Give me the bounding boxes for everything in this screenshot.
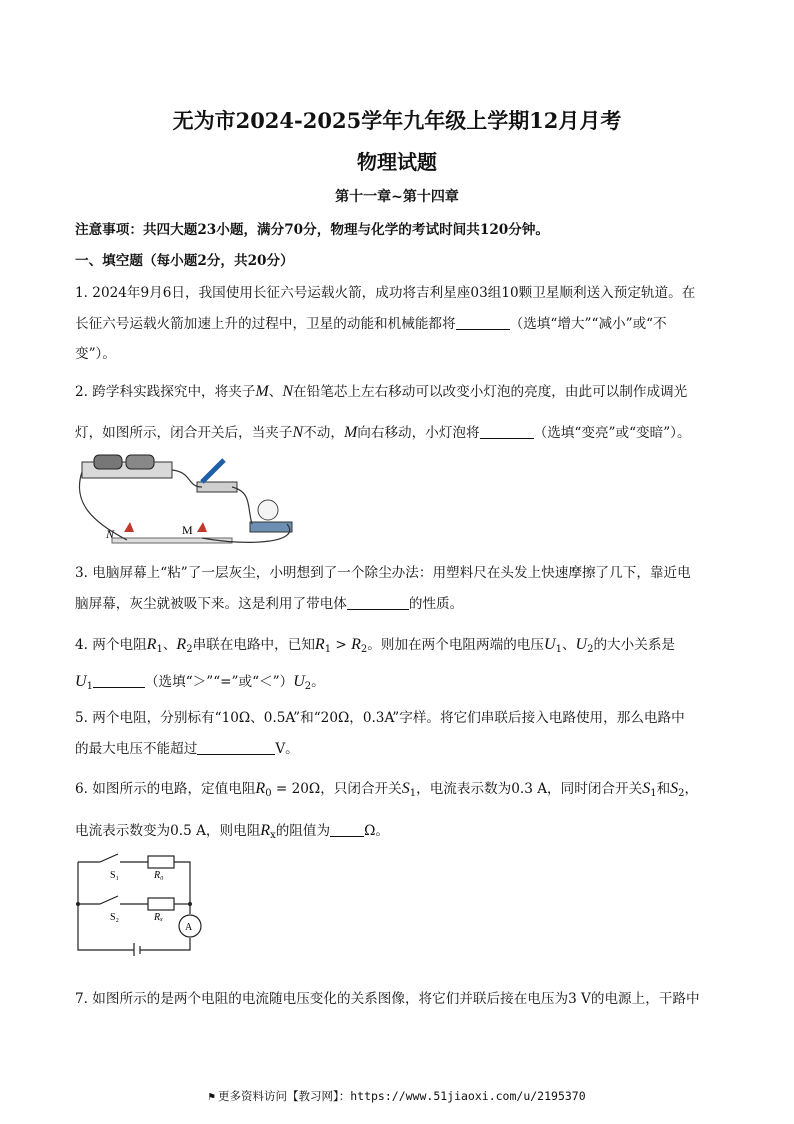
chapter-range: 第十一章~第十四章 — [335, 189, 459, 205]
lamp-base — [250, 522, 292, 532]
battery-icon — [126, 455, 154, 469]
s2-label: S₂ — [110, 912, 120, 923]
q7-line1: 7. 如图所示的是两个电阻的电流随电压变化的关系图像，将它们并联后接在电压为3 V的电源上，干路中 — [75, 991, 700, 1007]
q2-line1: 2. 跨学科实践探究中，将夹子M、N在铅笔芯上左右移动可以改变小灯泡的亮度，由此可以制作成调光 — [75, 383, 688, 400]
q6-line1: 6. 如图所示的电路，定值电阻$R_0 = 20\Omega$，只闭合开关$S_1$，电流表示数为0.3 A，同时闭合开关$S_1$和$S_2$， — [75, 780, 699, 799]
label-n: N — [106, 527, 115, 541]
switch-base — [197, 482, 237, 492]
flag-icon: ⚑ — [208, 1090, 215, 1103]
answer-blank[interactable] — [93, 673, 145, 688]
switch-lever — [202, 460, 224, 482]
exam-subtitle: 物理试题 — [357, 150, 437, 174]
answer-blank[interactable] — [330, 822, 364, 837]
r0-label: R₀ — [154, 870, 164, 881]
q4-line1: 4. 两个电阻$R_1$、$R_2$串联在电路中，已知$R_1 > R_2$。则加在两个电阻两端的电压$U_1$、$U_2$的大小关系是 — [75, 636, 676, 655]
battery-icon — [94, 455, 122, 469]
q5-line1: 5. 两个电阻，分别标有“10Ω、0.5A”和“20Ω，0.3A”字样。将它们串联后接入电路使用，那么电路中 — [75, 710, 685, 726]
q1-line3: 变”）。 — [75, 346, 116, 362]
exam-title: 无为市2024-2025学年九年级上学期12月月考 — [172, 108, 622, 133]
q3-line2: 脑屏幕，灰尘就被吸下来。这是利用了带电体 的性质。 — [75, 596, 464, 612]
ammeter-icon: A — [185, 922, 193, 933]
q5-line2: 的最大电压不能超过 V。 — [75, 741, 299, 757]
answer-blank[interactable] — [480, 424, 534, 439]
q1-line1: 1. 2024年9月6日，我国使用长征六号运载火箭，成功将吉利星座03组10颗卫星顺利送入预定轨道。在 — [75, 285, 696, 301]
q2-line2: 灯，如图所示，闭合开关后，当夹子N不动，M向右移动，小灯泡将 （选填“变亮”或“变暗”）。 — [75, 424, 691, 441]
label-m: M — [182, 523, 193, 537]
q6-line2: 电流表示数变为0.5 A，则电阻$R_x$的阻值为 Ω。 — [75, 822, 389, 841]
bulb-icon — [258, 500, 278, 520]
q1-line2: 长征六号运载火箭加速上升的过程中，卫星的动能和机械能都将 （选填“增大”“减小”或“不 — [75, 316, 667, 332]
q3-line1: 3. 电脑屏幕上“粘”了一层灰尘，小明想到了一个除尘办法：用塑料尺在头发上快速摩擦了几下，靠近电 — [75, 565, 691, 581]
notice: 注意事项：共四大题23小题，满分70分，物理与化学的考试时间共120分钟。 — [75, 222, 550, 238]
answer-blank[interactable] — [347, 595, 409, 610]
clip-m — [197, 522, 207, 532]
answer-blank[interactable] — [197, 740, 275, 755]
q4-line2: $U_1$ （选填“＞”“=”或“$<”)U_2$。 — [75, 673, 325, 692]
footer-link[interactable]: ⚑ 更多资料访问【教习网】：https://www.51jiaoxi.com/u/2195370 — [208, 1089, 586, 1103]
s1-label: S₁ — [110, 870, 120, 881]
dimmer-circuit-figure — [72, 452, 302, 552]
rx-label: Rₓ — [154, 912, 163, 923]
parallel-circuit-figure — [70, 852, 210, 956]
section-heading: 一、填空题（每小题2分，共20分） — [75, 253, 294, 269]
clip-n — [124, 522, 134, 532]
answer-blank[interactable] — [456, 315, 510, 330]
